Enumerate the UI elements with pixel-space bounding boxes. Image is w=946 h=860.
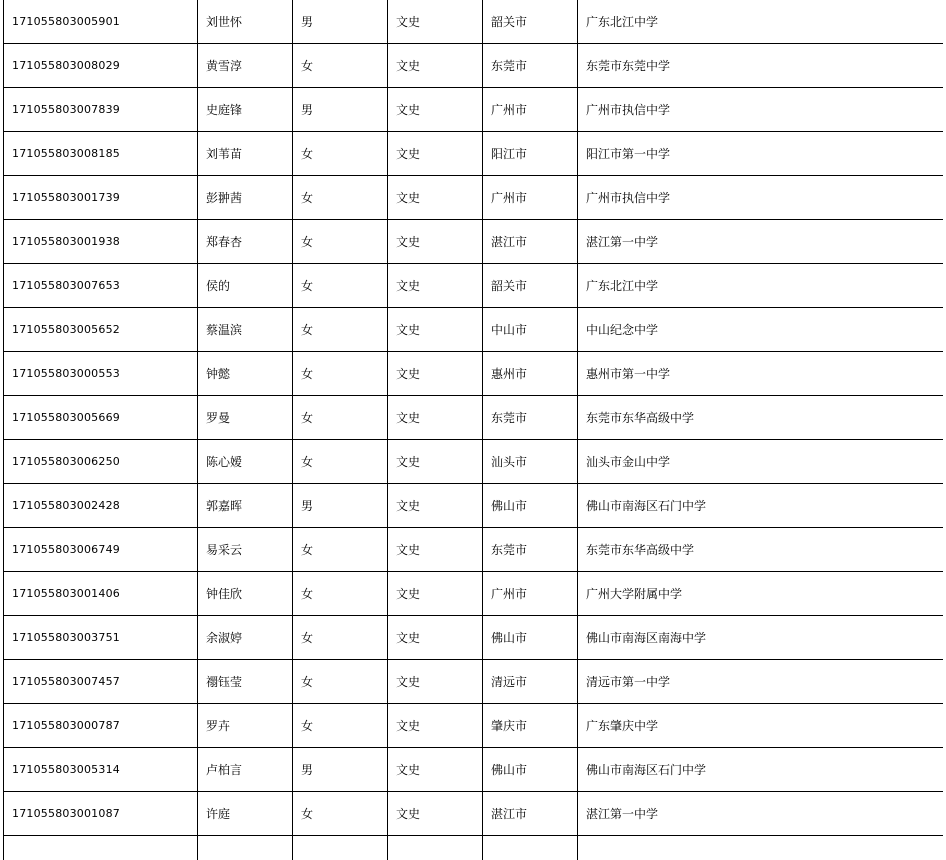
- table-row: [4, 528, 944, 572]
- school-cell: 湛江第一中学: [578, 792, 944, 836]
- school-cell: 佛山市南海区石门中学: [578, 484, 944, 528]
- student-name-cell: 彭翀茜: [198, 176, 293, 220]
- school-cell: 阳江市第一中学: [578, 132, 944, 176]
- candidate-number-cell: 171055803001087: [4, 792, 198, 836]
- student-roster-table: [3, 0, 943, 860]
- table-row: [4, 440, 944, 484]
- student-name-cell: 郑春杏: [198, 220, 293, 264]
- city-cell: 佛山市: [483, 748, 578, 792]
- gender-cell: 女: [293, 528, 388, 572]
- subject-track-cell: 文史: [388, 484, 483, 528]
- candidate-number-cell: 171055803006250: [4, 440, 198, 484]
- city-cell: 阳江市: [483, 132, 578, 176]
- candidate-number-cell: 171055803008185: [4, 132, 198, 176]
- candidate-number-cell: 171055803007839: [4, 88, 198, 132]
- subject-track-cell: 文史: [388, 616, 483, 660]
- city-cell: 湛江市: [483, 220, 578, 264]
- student-name-cell: 黄雪淳: [198, 44, 293, 88]
- candidate-number-cell: 171055803005901: [4, 0, 198, 44]
- table-row: [4, 616, 944, 660]
- city-cell: 惠州市: [483, 352, 578, 396]
- candidate-number-cell: 171055803005669: [4, 396, 198, 440]
- table-row: [4, 792, 944, 836]
- subject-track-cell: 文史: [388, 396, 483, 440]
- school-cell: 佛山市南海区石门中学: [578, 748, 944, 792]
- candidate-number-cell: [4, 836, 198, 860]
- school-cell: 广州市执信中学: [578, 176, 944, 220]
- school-cell: 东莞市东华高级中学: [578, 396, 944, 440]
- subject-track-cell: 文史: [388, 132, 483, 176]
- subject-track-cell: 文史: [388, 352, 483, 396]
- table-row: [4, 264, 944, 308]
- school-cell: 东莞市东华高级中学: [578, 528, 944, 572]
- candidate-number-cell: 171055803001406: [4, 572, 198, 616]
- gender-cell: 女: [293, 44, 388, 88]
- gender-cell: 男: [293, 484, 388, 528]
- table-row: [4, 132, 944, 176]
- city-cell: 广州市: [483, 176, 578, 220]
- student-name-cell: 罗卉: [198, 704, 293, 748]
- candidate-number-cell: 171055803005652: [4, 308, 198, 352]
- student-name-cell: 陈心嫒: [198, 440, 293, 484]
- gender-cell: 女: [293, 704, 388, 748]
- candidate-number-cell: 171055803002428: [4, 484, 198, 528]
- subject-track-cell: 文史: [388, 748, 483, 792]
- student-name-cell: 侯的: [198, 264, 293, 308]
- gender-cell: 女: [293, 440, 388, 484]
- school-cell: 清远市第一中学: [578, 660, 944, 704]
- school-cell: 汕头市金山中学: [578, 440, 944, 484]
- table-row: [4, 836, 944, 860]
- table-row: [4, 308, 944, 352]
- gender-cell: 女: [293, 176, 388, 220]
- gender-cell: 女: [293, 616, 388, 660]
- roster-sheet: [3, 0, 943, 860]
- city-cell: 韶关市: [483, 0, 578, 44]
- school-cell: 广州大学附属中学: [578, 572, 944, 616]
- city-cell: 韶关市: [483, 264, 578, 308]
- city-cell: 广州市: [483, 572, 578, 616]
- school-cell: 佛山市南海区南海中学: [578, 616, 944, 660]
- school-cell: 广东北江中学: [578, 264, 944, 308]
- student-name-cell: 刘苇苗: [198, 132, 293, 176]
- gender-cell: 男: [293, 0, 388, 44]
- student-name-cell: [198, 836, 293, 860]
- gender-cell: 女: [293, 132, 388, 176]
- city-cell: 广州市: [483, 88, 578, 132]
- gender-cell: 男: [293, 88, 388, 132]
- candidate-number-cell: 171055803007457: [4, 660, 198, 704]
- subject-track-cell: 文史: [388, 792, 483, 836]
- subject-track-cell: [388, 836, 483, 860]
- subject-track-cell: 文史: [388, 264, 483, 308]
- school-cell: 湛江第一中学: [578, 220, 944, 264]
- gender-cell: 女: [293, 792, 388, 836]
- student-name-cell: 许庭: [198, 792, 293, 836]
- candidate-number-cell: 171055803005314: [4, 748, 198, 792]
- city-cell: [483, 836, 578, 860]
- city-cell: 汕头市: [483, 440, 578, 484]
- table-row: [4, 44, 944, 88]
- school-cell: 中山纪念中学: [578, 308, 944, 352]
- gender-cell: 女: [293, 396, 388, 440]
- table-row: [4, 660, 944, 704]
- table-row: [4, 0, 944, 44]
- subject-track-cell: 文史: [388, 308, 483, 352]
- student-name-cell: 刘世怀: [198, 0, 293, 44]
- subject-track-cell: 文史: [388, 88, 483, 132]
- city-cell: 清远市: [483, 660, 578, 704]
- candidate-number-cell: 171055803001739: [4, 176, 198, 220]
- school-cell: 广东北江中学: [578, 0, 944, 44]
- city-cell: 湛江市: [483, 792, 578, 836]
- student-name-cell: 史庭锋: [198, 88, 293, 132]
- table-row: [4, 220, 944, 264]
- city-cell: 中山市: [483, 308, 578, 352]
- student-name-cell: 钟懿: [198, 352, 293, 396]
- school-cell: 广州市执信中学: [578, 88, 944, 132]
- candidate-number-cell: 171055803000787: [4, 704, 198, 748]
- student-name-cell: 禤钰莹: [198, 660, 293, 704]
- gender-cell: 女: [293, 660, 388, 704]
- gender-cell: [293, 836, 388, 860]
- roster-body: [4, 0, 944, 860]
- city-cell: 东莞市: [483, 528, 578, 572]
- table-row: [4, 176, 944, 220]
- student-name-cell: 易采云: [198, 528, 293, 572]
- subject-track-cell: 文史: [388, 0, 483, 44]
- gender-cell: 女: [293, 572, 388, 616]
- subject-track-cell: 文史: [388, 440, 483, 484]
- candidate-number-cell: 171055803001938: [4, 220, 198, 264]
- gender-cell: 女: [293, 220, 388, 264]
- candidate-number-cell: 171055803008029: [4, 44, 198, 88]
- table-row: [4, 704, 944, 748]
- student-name-cell: 蔡温滨: [198, 308, 293, 352]
- table-row: [4, 88, 944, 132]
- city-cell: 肇庆市: [483, 704, 578, 748]
- city-cell: 东莞市: [483, 396, 578, 440]
- gender-cell: 女: [293, 264, 388, 308]
- gender-cell: 女: [293, 352, 388, 396]
- gender-cell: 女: [293, 308, 388, 352]
- table-row: [4, 572, 944, 616]
- candidate-number-cell: 171055803006749: [4, 528, 198, 572]
- table-row: [4, 352, 944, 396]
- subject-track-cell: 文史: [388, 704, 483, 748]
- subject-track-cell: 文史: [388, 220, 483, 264]
- school-cell: 惠州市第一中学: [578, 352, 944, 396]
- student-name-cell: 卢柏言: [198, 748, 293, 792]
- student-name-cell: 余淑婷: [198, 616, 293, 660]
- table-row: [4, 748, 944, 792]
- gender-cell: 男: [293, 748, 388, 792]
- table-row: [4, 396, 944, 440]
- candidate-number-cell: 171055803003751: [4, 616, 198, 660]
- student-name-cell: 钟佳欣: [198, 572, 293, 616]
- candidate-number-cell: 171055803007653: [4, 264, 198, 308]
- subject-track-cell: 文史: [388, 44, 483, 88]
- city-cell: 佛山市: [483, 616, 578, 660]
- school-cell: 广东肇庆中学: [578, 704, 944, 748]
- student-name-cell: 罗曼: [198, 396, 293, 440]
- student-name-cell: 郭嘉晖: [198, 484, 293, 528]
- subject-track-cell: 文史: [388, 660, 483, 704]
- subject-track-cell: 文史: [388, 528, 483, 572]
- subject-track-cell: 文史: [388, 572, 483, 616]
- city-cell: 佛山市: [483, 484, 578, 528]
- candidate-number-cell: 171055803000553: [4, 352, 198, 396]
- school-cell: 东莞市东莞中学: [578, 44, 944, 88]
- city-cell: 东莞市: [483, 44, 578, 88]
- table-row: [4, 484, 944, 528]
- school-cell: [578, 836, 944, 860]
- subject-track-cell: 文史: [388, 176, 483, 220]
